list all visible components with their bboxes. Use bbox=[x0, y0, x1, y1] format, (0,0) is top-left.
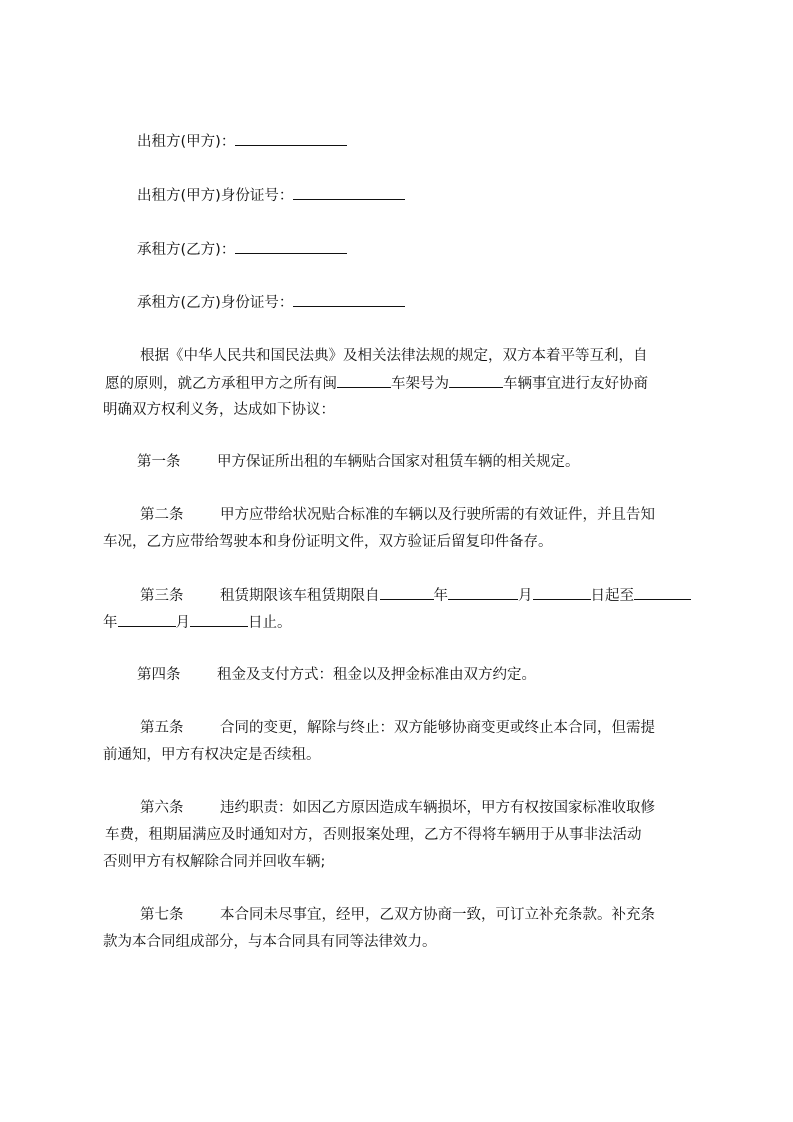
article-4-number: 第四条 bbox=[137, 667, 181, 683]
start-month-blank[interactable] bbox=[448, 585, 518, 600]
vin-blank[interactable] bbox=[449, 373, 503, 388]
end-day-label: 日止。 bbox=[248, 615, 292, 631]
day-until-label: 日起至 bbox=[590, 588, 634, 604]
preamble-line-3: 明确双方权利义务，达成如下协议： bbox=[103, 402, 335, 418]
end-year-label: 年 bbox=[103, 615, 118, 631]
end-month-blank[interactable] bbox=[118, 612, 176, 627]
article-3-line-2 bbox=[103, 612, 292, 633]
article-4-text: 租金及支付方式：租金以及押金标准由双方约定。 bbox=[217, 667, 536, 683]
end-month-label: 月 bbox=[175, 615, 190, 631]
lessor-id-blank[interactable] bbox=[293, 185, 405, 200]
article-7-text-1: 本合同未尽事宜，经甲，乙双方协商一致，可订立补充条款。补充条 bbox=[220, 907, 655, 923]
lessee-id-line bbox=[137, 292, 405, 313]
article-6-number: 第六条 bbox=[140, 800, 184, 816]
article-3-line-1 bbox=[140, 585, 691, 606]
end-day-blank[interactable] bbox=[190, 612, 248, 627]
preamble-line-2b: 车架号为 bbox=[391, 376, 449, 392]
article-6-text-1: 违约职责：如因乙方原因造成车辆损坏，甲方有权按国家标准收取修 bbox=[220, 800, 655, 816]
lessor-label: 出租方(甲方)： bbox=[137, 134, 236, 150]
article-3-number: 第三条 bbox=[140, 588, 184, 604]
article-1-text: 甲方保证所出租的车辆贴合国家对租赁车辆的相关规定。 bbox=[217, 454, 580, 470]
preamble-line-2a: 愿的原则，就乙方承租甲方之所有闽 bbox=[105, 376, 337, 392]
end-year-blank[interactable] bbox=[634, 585, 691, 600]
lessor-line bbox=[137, 131, 347, 152]
lessor-id-label: 出租方(甲方)身份证号： bbox=[137, 188, 294, 204]
month-label: 月 bbox=[518, 588, 533, 604]
preamble-line-2 bbox=[105, 373, 648, 394]
article-1 bbox=[137, 452, 580, 472]
lessee-blank[interactable] bbox=[235, 239, 347, 254]
article-6-line-2: 车费，租期届满应及时通知对方，否则报案处理，乙方不得将车辆用于从事非法活动 bbox=[105, 827, 642, 843]
article-6-line-1 bbox=[140, 798, 655, 818]
article-2-line-2: 车况，乙方应带给驾驶本和身份证明文件，双方验证后留复印件备存。 bbox=[103, 534, 553, 550]
lessee-id-blank[interactable] bbox=[293, 292, 405, 307]
article-2-line-1 bbox=[140, 505, 655, 525]
preamble-line-1: 根据《中华人民共和国民法典》及相关法律法规的规定，双方本着平等互利，自 bbox=[140, 348, 648, 364]
preamble-line-2c: 车辆事宜进行友好协商 bbox=[503, 376, 648, 392]
article-6-line-3: 否则甲方有权解除合同并回收车辆; bbox=[103, 854, 326, 870]
article-2-number: 第二条 bbox=[140, 507, 184, 523]
lessee-line bbox=[137, 239, 347, 260]
article-3-text-1a: 租赁期限该车租赁期限自 bbox=[220, 588, 380, 604]
article-4 bbox=[137, 665, 536, 685]
lessor-blank[interactable] bbox=[235, 131, 347, 146]
start-day-blank[interactable] bbox=[533, 585, 591, 600]
article-1-number: 第一条 bbox=[137, 454, 181, 470]
plate-blank[interactable] bbox=[337, 373, 391, 388]
article-5-line-1 bbox=[140, 718, 655, 738]
article-5-line-2: 前通知，甲方有权决定是否续租。 bbox=[103, 747, 321, 763]
lessee-label: 承租方(乙方)： bbox=[137, 242, 236, 258]
article-5-text-1: 合同的变更，解除与终止：双方能够协商变更或终止本合同，但需提 bbox=[220, 720, 655, 736]
article-7-line-1 bbox=[140, 905, 655, 925]
article-7-number: 第七条 bbox=[140, 907, 184, 923]
article-5-number: 第五条 bbox=[140, 720, 184, 736]
lessor-id-line bbox=[137, 185, 405, 206]
article-7-line-2: 款为本合同组成部分，与本合同具有同等法律效力。 bbox=[103, 934, 437, 950]
year-label: 年 bbox=[433, 588, 448, 604]
article-2-text-1: 甲方应带给状况贴合标准的车辆以及行驶所需的有效证件，并且告知 bbox=[220, 507, 655, 523]
start-year-blank[interactable] bbox=[380, 585, 434, 600]
lessee-id-label: 承租方(乙方)身份证号： bbox=[137, 295, 294, 311]
